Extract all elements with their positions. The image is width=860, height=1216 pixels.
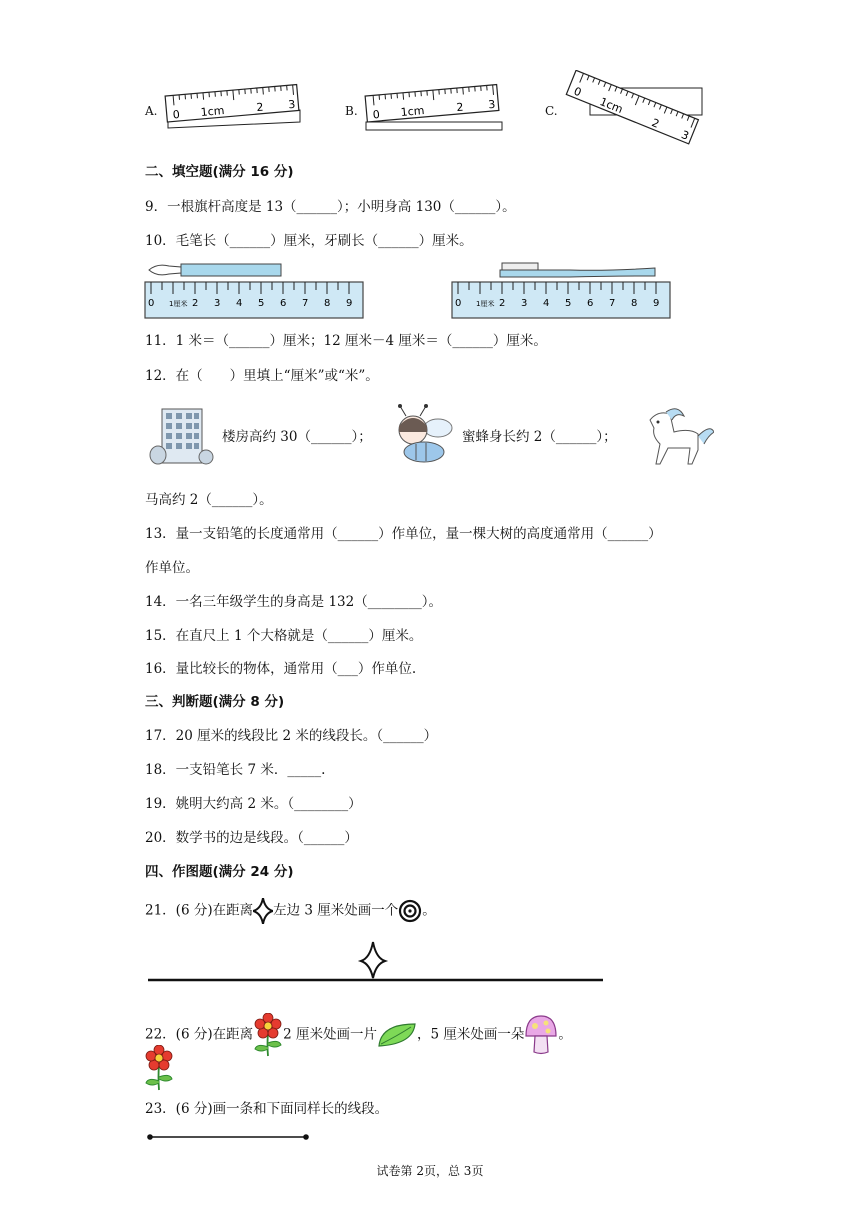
target-circle-icon [398, 899, 422, 923]
question-22-text-a: 22．(6 分)在距离 [145, 1026, 254, 1043]
bee-image [380, 402, 458, 468]
section-2-title: 二、填空题(满分 16 分) [145, 164, 294, 180]
q21-drawing-line[interactable] [145, 940, 607, 986]
question-23: 23．(6 分)画一条和下面同样长的线段。 [145, 1101, 389, 1117]
question-12-horse: 马高约 2（______）。 [145, 492, 273, 508]
question-21-text-b: 左边 3 厘米处画一个 [273, 902, 399, 919]
ruler-c-label-1cm: 1cm [597, 95, 625, 117]
question-20: 20．数学书的边是线段。（______） [145, 830, 358, 846]
tb-ruler-n9: 9 [653, 298, 660, 309]
tb-ruler-n2: 2 [499, 298, 506, 309]
ruler-c-label-2: 2 [649, 116, 662, 131]
section-3-title: 三、判断题(满分 8 分) [145, 694, 285, 710]
question-15: 15．在直尺上 1 个大格就是（______）厘米。 [145, 628, 423, 644]
option-c-ruler-image [562, 70, 707, 148]
mushroom-icon [524, 1014, 558, 1056]
option-a-label[interactable]: A. [145, 104, 158, 118]
question-22-text-d: 。 [558, 1026, 572, 1043]
brush-ruler-n7: 7 [302, 298, 309, 309]
option-a-ruler-image [160, 78, 310, 136]
tb-ruler-n5: 5 [565, 298, 572, 309]
standalone-flower-image [142, 1045, 176, 1091]
ruler-c-label-3: 3 [679, 128, 691, 143]
brush-ruler-n0: 0 [148, 298, 155, 309]
question-14: 14．一名三年级学生的身高是 132（________）。 [145, 594, 442, 610]
red-flower-icon [253, 1013, 283, 1057]
tb-ruler-n3: 3 [521, 298, 528, 309]
horse-image [628, 402, 714, 468]
page-footer: 试卷第 2页，总 3页 [376, 1164, 484, 1178]
brush-ruler-n5: 5 [258, 298, 265, 309]
tb-ruler-n6: 6 [587, 298, 594, 309]
question-11: 11．1 米＝（______）厘米；12 厘米－4 厘米＝（______）厘米。 [145, 333, 547, 349]
question-22 [145, 1013, 572, 1057]
section-4-title: 四、作图题(满分 24 分) [145, 864, 294, 880]
question-12-bee: 蜜蜂身长约 2（______）； [462, 429, 617, 445]
question-22-text-c: ，5 厘米处画一朵 [416, 1026, 525, 1043]
tb-ruler-n1: 1厘米 [476, 300, 495, 308]
question-13-line-1: 13．量一支铅笔的长度通常用（______）作单位，量一棵大树的高度通常用（______） [145, 526, 662, 542]
option-b-ruler-image [360, 78, 510, 136]
tb-ruler-n0: 0 [455, 298, 462, 309]
brush-on-ruler-image [143, 260, 365, 322]
brush-ruler-n2: 2 [192, 298, 199, 309]
line-star-icon [361, 942, 385, 978]
green-leaf-icon [377, 1020, 417, 1050]
question-21 [145, 898, 436, 924]
question-13-line-2: 作单位。 [145, 560, 199, 576]
brush-ruler-n1: 1厘米 [169, 300, 188, 308]
ruler-a-label-2: 2 [255, 100, 265, 115]
brush-ruler-n9: 9 [346, 298, 353, 309]
tb-ruler-n8: 8 [631, 298, 638, 309]
ruler-b-label-0: 0 [372, 107, 381, 122]
question-9: 9．一根旗杆高度是 13（______）；小明身高 130（______）。 [145, 199, 516, 215]
tb-ruler-n4: 4 [543, 298, 550, 309]
four-point-star-icon [253, 898, 273, 924]
question-19: 19．姚明大约高 2 米。（________） [145, 796, 362, 812]
ruler-a-label-1cm: 1cm [200, 103, 225, 120]
question-18: 18．一支铅笔长 7 米．_____. [145, 762, 326, 778]
question-10: 10．毛笔长（______）厘米，牙刷长（______）厘米。 [145, 233, 473, 249]
question-17: 17．20 厘米的线段比 2 米的线段长。（______） [145, 728, 438, 744]
ruler-b-label-3: 3 [487, 97, 496, 112]
brush-ruler-n4: 4 [236, 298, 243, 309]
option-c-label[interactable]: C. [545, 104, 558, 118]
question-16: 16．量比较长的物体，通常用（___）作单位. [145, 661, 417, 677]
toothbrush-on-ruler-image [450, 260, 672, 322]
option-b-label[interactable]: B. [345, 104, 358, 118]
reference-line-segment [144, 1130, 314, 1144]
ruler-a-label-0: 0 [172, 107, 181, 122]
question-21-text-c: 。 [422, 902, 436, 919]
question-12-building: 楼房高约 30（______）； [222, 429, 372, 445]
tb-ruler-n7: 7 [609, 298, 616, 309]
question-22-text-b: 2 厘米处画一片 [283, 1026, 377, 1043]
brush-icon [149, 264, 281, 276]
building-image [148, 405, 214, 467]
brush-ruler-n8: 8 [324, 298, 331, 309]
ruler-a-label-3: 3 [287, 97, 296, 112]
brush-ruler-n6: 6 [280, 298, 287, 309]
ruler-c-label-0: 0 [571, 84, 584, 100]
question-12: 12．在（ ）里填上“厘米”或“米”。 [145, 368, 379, 384]
ruler-b-label-1cm: 1cm [400, 103, 425, 120]
brush-ruler-n3: 3 [214, 298, 221, 309]
ruler-b-label-2: 2 [455, 100, 465, 115]
question-21-text-a: 21．(6 分)在距离 [145, 902, 254, 919]
toothbrush-icon [500, 263, 655, 277]
